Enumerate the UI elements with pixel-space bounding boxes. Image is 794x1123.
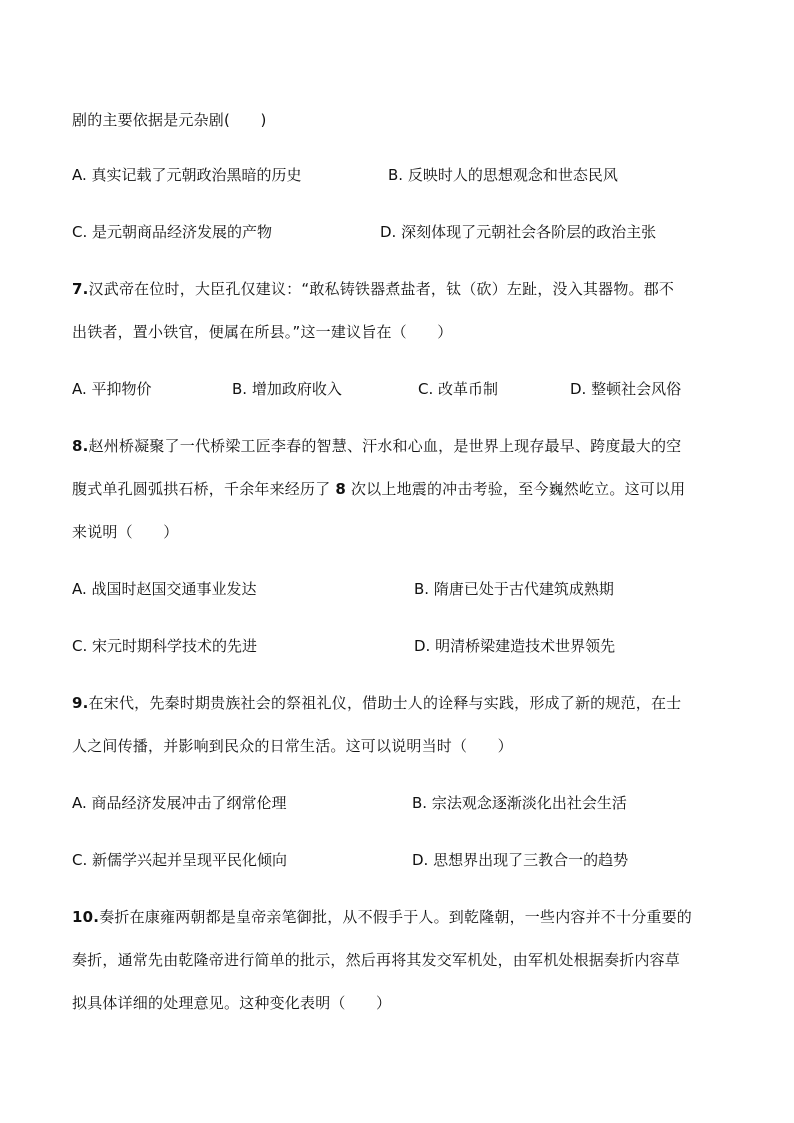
q8-option-a[interactable]: A. 战国时赵国交通事业发达 bbox=[72, 580, 257, 598]
q7-option-c[interactable]: C. 改革币制 bbox=[418, 380, 499, 398]
q10-stem-line2: 奏折，通常先由乾隆帝进行简单的批示，然后再将其发交军机处，由军机处根据奏折内容草 bbox=[72, 951, 681, 969]
q8-stem-line3: 来说明（ ） bbox=[72, 523, 179, 541]
q9-option-d[interactable]: D. 思想界出现了三教合一的趋势 bbox=[412, 851, 629, 869]
q9-option-b[interactable]: B. 宗法观念逐渐淡化出社会生活 bbox=[412, 794, 627, 812]
q9-number: 9. bbox=[72, 694, 89, 712]
q8-text-line1: 赵州桥凝聚了一代桥梁工匠李春的智慧、汗水和心血，是世界上现存最早、跨度最大的空 bbox=[88, 437, 682, 455]
q10-stem-line3: 拟具体详细的处理意见。这种变化表明（ ） bbox=[72, 994, 392, 1012]
q7-stem-line1 bbox=[72, 279, 674, 299]
q7-stem-line2: 出铁者，置小铁官，便属在所县。”这一建议旨在（ ） bbox=[72, 323, 453, 341]
q7-number: 7. bbox=[72, 280, 89, 298]
q6-option-b[interactable]: B. 反映时人的思想观念和世态民风 bbox=[388, 166, 618, 184]
q9-stem-line1 bbox=[72, 693, 681, 713]
q10-number: 10. bbox=[72, 908, 100, 926]
q6-stem-tail: 剧的主要依据是元杂剧( ) bbox=[72, 111, 267, 129]
q7-text-line1: 汉武帝在位时，大臣孔仅建议：“敢私铸铁器煮盐者，钛（砍）左趾，没入其器物。郡不 bbox=[88, 280, 675, 298]
q9-option-a[interactable]: A. 商品经济发展冲击了纲常伦理 bbox=[72, 794, 287, 812]
q7-option-d[interactable]: D. 整顿社会风俗 bbox=[570, 380, 682, 398]
q8-text-line2b: 次以上地震的冲击考验，至今巍然屹立。这可以用 bbox=[346, 480, 686, 498]
q8-quake-count: 8 bbox=[335, 480, 347, 498]
q9-text-line1: 在宋代，先秦时期贵族社会的祭祖礼仪，借助士人的诠释与实践，形成了新的规范，在士 bbox=[88, 694, 682, 712]
q8-number: 8. bbox=[72, 437, 89, 455]
q7-option-a[interactable]: A. 平抑物价 bbox=[72, 380, 152, 398]
q8-option-c[interactable]: C. 宋元时期科学技术的先进 bbox=[72, 637, 258, 655]
q6-option-d[interactable]: D. 深刻体现了元朝社会各阶层的政治主张 bbox=[380, 223, 657, 241]
q8-stem-line2 bbox=[72, 479, 685, 499]
q8-option-b[interactable]: B. 隋唐已处于古代建筑成熟期 bbox=[414, 580, 614, 598]
q9-stem-line2: 人之间传播，并影响到民众的日常生活。这可以说明当时（ ） bbox=[72, 737, 513, 755]
q7-option-b[interactable]: B. 增加政府收入 bbox=[232, 380, 342, 398]
q6-option-c[interactable]: C. 是元朝商品经济发展的产物 bbox=[72, 223, 273, 241]
q10-text-line1: 奏折在康雍两朝都是皇帝亲笔御批，从不假手于人。到乾隆朝，一些内容并不十分重要的 bbox=[99, 908, 692, 926]
q8-stem-line1 bbox=[72, 436, 681, 456]
q6-option-a[interactable]: A. 真实记载了元朝政治黑暗的历史 bbox=[72, 166, 302, 184]
q10-stem-line1 bbox=[72, 907, 692, 927]
q8-option-d[interactable]: D. 明清桥梁建造技术世界领先 bbox=[414, 637, 616, 655]
q9-option-c[interactable]: C. 新儒学兴起并呈现平民化倾向 bbox=[72, 851, 288, 869]
q8-text-line2a: 腹式单孔圆弧拱石桥，千余年来经历了 bbox=[72, 480, 336, 498]
